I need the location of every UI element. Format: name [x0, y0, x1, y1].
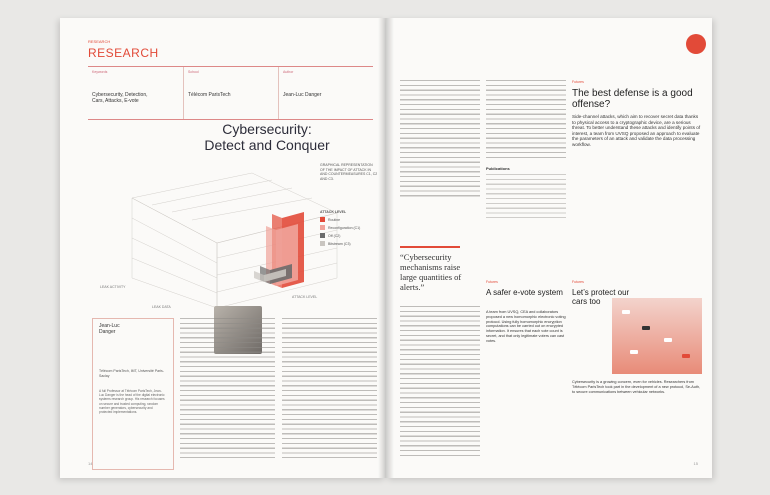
school-value: Télécom ParisTech: [188, 92, 231, 98]
car-icon: [630, 350, 638, 354]
cars-illustration: [612, 298, 702, 374]
legend-swatch: [320, 233, 325, 238]
author-last-name: Danger: [99, 329, 116, 335]
legend-label: Off (C2): [328, 233, 341, 238]
page-number-right: 15: [693, 461, 698, 466]
left-page: [60, 18, 386, 478]
chart-legend: [320, 210, 380, 246]
section-title: RESEARCH: [88, 46, 159, 60]
body-text-col-1: [180, 318, 275, 458]
school-label: School: [188, 70, 199, 74]
article-header-table: [88, 66, 373, 120]
body-text-col-2: [282, 318, 377, 458]
legend-swatch: [320, 241, 325, 246]
zlabel: LEAK DATA: [152, 305, 171, 309]
quote-rule: [400, 246, 460, 248]
author-first-name: Jean-Luc: [99, 323, 120, 329]
car-icon: [664, 338, 672, 342]
section-tag: RESEARCH: [88, 39, 111, 44]
sidebar2-title: A safer e-vote system: [486, 288, 563, 297]
title-line-1: Cybersecurity:: [222, 121, 312, 137]
body-text-col-4: [486, 80, 566, 160]
legend-label: Reconfiguration (C1): [328, 225, 361, 230]
author-label: Author: [283, 70, 294, 74]
legend-item-0: [320, 217, 380, 222]
author-bio: A full Professor at Télécom ParisTech, Jean-Luc Danger is the head of the digital electronic systems research group. His research focuses on secure and trusted computing, random number generators, cybersecurity and protected implementations.: [99, 389, 165, 415]
legend-title: ATTACK LEVEL: [320, 210, 347, 214]
chart-grid: [132, 173, 337, 308]
car-icon: [642, 326, 650, 330]
publications-heading: Publications: [486, 166, 510, 171]
school-cell: [183, 67, 279, 119]
ylabel: LEAK ACTIVITY: [100, 285, 126, 289]
sidebar1-tag: Futures: [572, 80, 584, 84]
author-name: [99, 323, 159, 335]
title-line-2: Detect and Conquer: [204, 137, 330, 153]
attack-3d-chart: [92, 158, 352, 313]
body-text-col-5: [400, 306, 480, 456]
keywords-cell: [88, 67, 183, 119]
author-cell: [278, 67, 374, 119]
legend-label: Bitstream (C3): [328, 241, 351, 246]
body-text-col-3: [400, 80, 480, 198]
author-box: [92, 318, 174, 470]
legend-swatch: [320, 225, 325, 230]
pull-quote: “Cybersecurity mechanisms raise large quantities of alerts.”: [400, 252, 462, 292]
magazine-spread: [60, 18, 712, 478]
legend-item-2: [320, 233, 380, 238]
car-icon: [682, 354, 690, 358]
sidebar2-body: A team from UVSQ, CEA and collaborators proposed a new homomorphic electronic voting protocol. Using fully homomorphic encryption computations can be carried out on encrypted information. It ensures that each vote count is secret, and that only legitimate voters can cast votes.: [486, 310, 566, 343]
sidebar2-tag: Futures: [486, 280, 498, 284]
car-icon: [622, 310, 630, 314]
chart-left-plane: [132, 198, 217, 308]
sidebar1-title: The best defense is a good offense?: [572, 88, 693, 110]
legend-label: Routine: [328, 217, 341, 222]
legend-item-3: [320, 241, 380, 246]
article-title: [162, 121, 372, 153]
legend-swatch: [320, 217, 325, 222]
author-role: Télécom ParisTech, IMT, Université Paris-Saclay: [99, 369, 164, 378]
author-value: Jean-Luc Danger: [283, 92, 322, 98]
sidebar3-body: Cybersecurity is a growing concern, even for vehicles. Researchers from Télécom ParisTech took part in the development of a new protocol, Se-Auth, to secure communications between vehicular networks.: [572, 380, 701, 394]
right-page: [386, 18, 712, 478]
sidebar1-body: Side-channel attacks, which aim to recover secret data thanks to physical access to a cryptographic device, are a serious threat. To better understand these attacks and identify points of interest, a team from UVSQ proposed an approach to evaluate the parameters of an attack and validate the data processing workflow.: [572, 114, 701, 147]
legend-item-1: [320, 225, 380, 230]
page-number-left: 14: [88, 461, 93, 466]
chart-bars: [254, 212, 304, 288]
xlabel: ATTACK LEVEL: [292, 295, 318, 299]
graph-caption: GRAPHICAL REPRESENTATION OF THE IMPACT OF ATTACK IN AND COUNTERMEASURES C1, C2 AND C3.: [320, 163, 378, 181]
keywords-label: Keywords: [92, 70, 108, 74]
keywords-value: Cybersecurity, Detection, Cars, Attacks, E-vote: [92, 92, 148, 104]
sidebar3-title: Let’s protect our cars too: [572, 288, 630, 306]
publication-logo-icon: [686, 34, 706, 54]
chart-top-plane: [132, 173, 337, 243]
sidebar3-tag: Futures: [572, 280, 584, 284]
publications-list: [486, 174, 566, 218]
